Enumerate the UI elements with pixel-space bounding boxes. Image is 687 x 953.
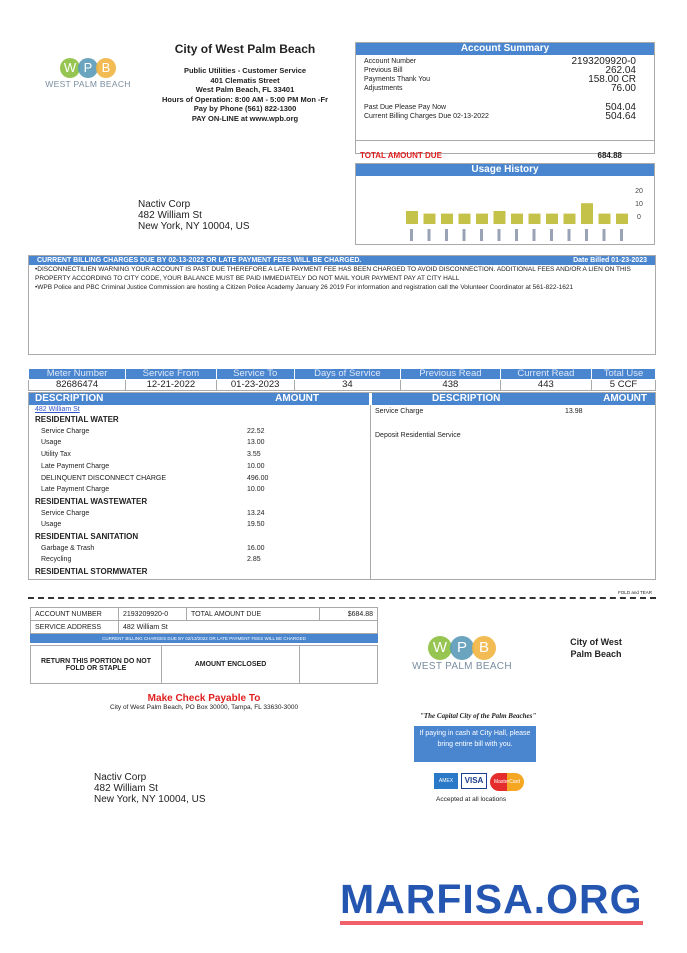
charge-amount: 2.85 [247, 556, 261, 564]
accepted-locations: Accepted at all locations [436, 796, 507, 803]
meter-header: Days of Service [294, 369, 400, 380]
logo-text: WEST PALM BEACH [45, 79, 131, 89]
charge-line [35, 508, 369, 520]
notice-warning: •DISCONNECTILIEN WARNING YOUR ACCOUNT IS PAST DUE THEREFORE A LATE PAYMENT FEE HAS BEEN CHARGED TO AVOID DISCONNECTION. ADDITIONAL FEES AND/OR A LIEN ON THIS PROPERTY ACCORDING TO CITY CODE, YOUR BALANCE MUST BE PAID IMMEDIATELY DO NOT MAIL YOUR PAYMENT PAY AT CITY HALL [35, 266, 631, 282]
wpb-logo-remit [402, 636, 522, 672]
amount-enclosed-label: AMOUNT ENCLOSED [162, 646, 300, 684]
charge-line [35, 554, 369, 566]
charge-line [35, 437, 369, 449]
usage-month-label [585, 229, 588, 241]
usage-bar [511, 214, 523, 224]
charge-description: RESIDENTIAL STORMWATER [35, 567, 148, 577]
account-summary [355, 42, 655, 154]
card-logos [434, 773, 524, 791]
meter-header: Total Use [592, 369, 656, 380]
charge-line [35, 543, 369, 555]
logo-text: WEST PALM BEACH [412, 661, 512, 672]
charge-line [35, 449, 369, 461]
logo-b: B [472, 636, 496, 660]
charge-description: Service Charge [375, 408, 424, 415]
payable-to [30, 693, 378, 711]
stub-banner: CURRENT BILLING CHARGES DUE BY 02/13/2022 OR LATE PAYMENT FEES WILL BE CHARGED [31, 634, 378, 643]
charge-line [35, 496, 369, 508]
customer-street: 482 William St [94, 783, 158, 794]
usage-month-label [515, 229, 518, 241]
meter-header: Meter Number [29, 369, 126, 380]
charge-line [375, 406, 655, 418]
charge-amount: 19.50 [247, 521, 265, 529]
stub-account-label: ACCOUNT NUMBER [31, 608, 119, 621]
charge-amount: 10.00 [247, 462, 265, 470]
logo-p: P [450, 636, 474, 660]
header-line: Public Utilities - Customer Service [183, 66, 307, 75]
usage-bar [564, 214, 576, 224]
charge-description: Usage [41, 521, 62, 529]
charge-line [35, 531, 369, 543]
stub-total-label: TOTAL AMOUNT DUE [187, 608, 320, 621]
charge-amount: 13.98 [565, 408, 583, 415]
charge-amount: 10.00 [247, 486, 265, 494]
header-line: 401 Clematis Street [210, 75, 280, 85]
charge-amount: 496.00 [247, 474, 269, 482]
meter-header: Current Read [500, 369, 591, 380]
payment-stub [30, 607, 378, 643]
notice-info: •WPB Police and PBC Criminal Justice Commission are hosting a Citizen Police Academy January 26 2019 For information and registration call the Volunteer Coordinator at 561-822-1621 [35, 284, 574, 291]
summary-row: Account Number 2193209920-0 [364, 56, 636, 67]
customer-street: 482 William St [138, 210, 202, 221]
usage-bar [599, 214, 611, 224]
usage-bar [529, 214, 541, 224]
charge-description: Service Charge [41, 509, 90, 517]
charge-line [35, 484, 369, 496]
billing-notice [28, 255, 656, 355]
utility-header [130, 42, 360, 123]
charge-description: Service Charge [41, 427, 90, 435]
charge-description: DELINQUENT DISCONNECT CHARGE [41, 474, 166, 482]
charge-description: Recycling [41, 556, 72, 564]
amount-enclosed-field[interactable] [300, 646, 378, 684]
logo-p: P [78, 58, 98, 78]
summary-row: Current Billing Charges Due 02-13-2022 504.64 [364, 111, 636, 122]
meter-table [28, 368, 656, 391]
charge-description: Deposit Residential Service [375, 431, 461, 439]
wpb-logo [38, 58, 138, 89]
stub-address: 482 William St [119, 621, 378, 634]
charge-description: Late Payment Charge [41, 462, 110, 470]
stub-address-label: SERVICE ADDRESS [31, 621, 119, 634]
usage-month-label [463, 229, 466, 241]
charge-line [35, 461, 369, 473]
usage-month-label [620, 229, 623, 241]
stub-total: $684.88 [320, 608, 378, 621]
meter-value: 01-23-2023 [216, 380, 294, 391]
tear-line [28, 597, 656, 599]
charge-description: RESIDENTIAL WATER [35, 415, 119, 424]
usage-month-label [533, 229, 536, 241]
usage-bar [494, 211, 506, 224]
logo-b: B [96, 58, 116, 78]
summary-row: Adjustments 76.00 [364, 83, 636, 94]
customer-city: New York, NY 10004, US [138, 221, 250, 232]
header-line: Pay by Phone (561) 822-1300 [193, 104, 297, 113]
meter-header: Service To [216, 369, 294, 380]
usage-bar [441, 214, 453, 224]
charge-amount: 3.55 [247, 451, 261, 459]
charge-line [35, 414, 369, 426]
amount-header: AMOUNT [603, 393, 647, 404]
charge-description: Usage [41, 439, 62, 447]
usage-bar [476, 214, 488, 224]
summary-title: Account Summary [356, 43, 654, 55]
usage-month-label [603, 229, 606, 241]
logo-w: W [60, 58, 80, 78]
remit-city: City of West Palm Beach [570, 637, 622, 659]
usage-month-label [550, 229, 553, 241]
usage-bar [546, 214, 558, 224]
y-tick-label: 0 [637, 214, 641, 221]
summary-row: Past Due Please Pay Now 504.04 [364, 102, 636, 113]
cash-payment-note: If paying in cash at City Hall, please bring entire bill with you. [414, 726, 536, 762]
payable-heading: Make Check Payable To [147, 693, 261, 704]
charge-line [35, 426, 369, 438]
usage-chart [356, 176, 654, 244]
customer-name: Nactiv Corp [138, 199, 191, 210]
charge-line [35, 473, 369, 485]
watermark: MARFISA.ORG [340, 876, 643, 925]
customer-city: New York, NY 10004, US [94, 794, 206, 805]
y-tick-label: 10 [635, 201, 643, 208]
header-line: Hours of Operation: 8:00 AM - 5:00 PM Mon -Fr [162, 94, 328, 104]
meter-value: 34 [294, 380, 400, 391]
stub-account-number: 2193209920-0 [119, 608, 187, 621]
charge-amount: 22.52 [247, 427, 265, 435]
charge-description: RESIDENTIAL SANITATION [35, 532, 139, 542]
charge-amount: 16.00 [247, 544, 265, 552]
meter-value: 438 [401, 380, 501, 391]
header-line: PAY ON-LINE at www.wpb.org [191, 113, 299, 123]
usage-month-label [480, 229, 483, 241]
amex-icon: AMEX [434, 773, 458, 789]
usage-month-label [568, 229, 571, 241]
total-amount-due: TOTAL AMOUNT DUE 684.88 [360, 151, 622, 160]
header-line: West Palm Beach, FL 33401 [195, 85, 295, 94]
usage-bar [581, 203, 593, 224]
charge-line [35, 519, 369, 531]
usage-bar [459, 214, 471, 224]
meter-value: 12-21-2022 [126, 380, 216, 391]
charge-description: RESIDENTIAL WASTEWATER [35, 496, 148, 506]
summary-row: Previous Bill 262.04 [364, 65, 636, 76]
customer-name: Nactiv Corp [94, 772, 147, 783]
usage-history [355, 163, 655, 245]
service-address-link[interactable]: 482 William St [35, 406, 80, 413]
meter-value: 443 [500, 380, 591, 391]
meter-value: 82686474 [29, 380, 126, 391]
date-billed: Date Billed 01-23-2023 [573, 257, 647, 264]
usage-month-label [498, 229, 501, 241]
charge-line [375, 430, 655, 442]
meter-header: Service From [126, 369, 216, 380]
return-portion-note: RETURN THIS PORTION DO NOT FOLD OR STAPLE [31, 646, 162, 684]
description-header: DESCRIPTION [35, 393, 104, 404]
meter-header: Previous Read [401, 369, 501, 380]
city-slogan: "The Capital City of the Palm Beaches" [420, 712, 537, 720]
charge-description: Utility Tax [41, 451, 71, 459]
charge-description: Garbage & Trash [41, 544, 95, 552]
visa-icon: VISA [461, 773, 487, 789]
charge-line [35, 566, 369, 578]
payable-address: City of West Palm Beach, PO Box 30000, Tampa, FL 33630-3000 [109, 704, 299, 711]
mastercard-icon: MasterCard [490, 773, 524, 791]
y-tick-label: 20 [635, 188, 643, 195]
charge-amount: 13.00 [247, 439, 265, 447]
customer-address [138, 199, 250, 232]
usage-bar [406, 211, 418, 224]
city-title: City of West Palm Beach [174, 42, 316, 56]
notice-heading: CURRENT BILLING CHARGES DUE BY 02-13-2022 OR LATE PAYMENT FEES WILL BE CHARGED. [37, 257, 362, 264]
usage-bar [616, 214, 628, 224]
logo-w: W [428, 636, 452, 660]
description-header: DESCRIPTION [432, 393, 501, 404]
charges-section [28, 392, 656, 580]
charge-amount: 13.24 [247, 509, 265, 517]
usage-month-label [445, 229, 448, 241]
usage-month-label [428, 229, 431, 241]
amount-header: AMOUNT [275, 393, 319, 404]
meter-value: 5 CCF [592, 380, 656, 391]
usage-bar [424, 214, 436, 224]
stub-lower [30, 645, 378, 684]
mailing-address [94, 772, 206, 805]
fold-tear-label: FOLD and TEAR [618, 590, 652, 595]
usage-month-label [410, 229, 413, 241]
chart-title: Usage History [356, 164, 654, 176]
summary-row: Payments Thank You 158.00 CR [364, 74, 636, 85]
charge-description: Late Payment Charge [41, 486, 110, 494]
